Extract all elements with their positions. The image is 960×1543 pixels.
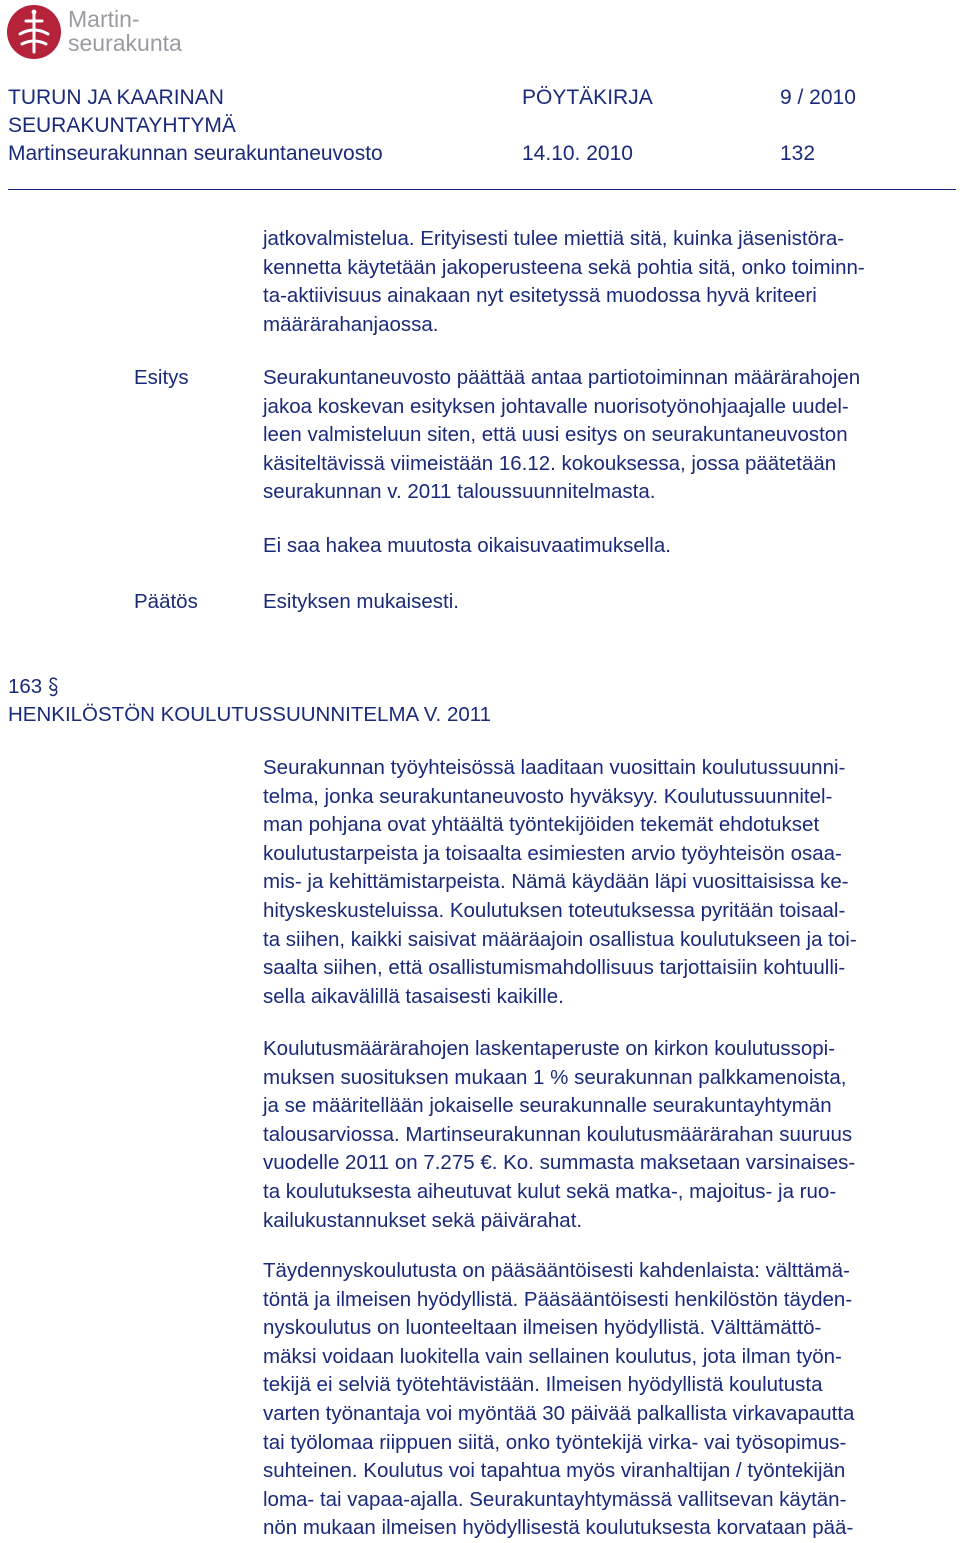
logo-line-2: seurakunta bbox=[68, 30, 182, 56]
text-line: sella aikavälillä tasaisesti kaikille. bbox=[263, 984, 564, 1008]
text-line: suhteinen. Koulutus voi tapahtua myös viranhaltijan / työntekijän bbox=[263, 1459, 846, 1483]
text-line: nön mukaan ilmeisen hyödyllisestä koulutuksesta korvataan pää- bbox=[263, 1516, 854, 1540]
text-line: tai työlomaa riippuen siitä, onko työntekijä virka- vai työsopimus- bbox=[263, 1430, 847, 1454]
text-line: muksen suosituksen mukaan 1 % seurakunnan palkkamenoista, bbox=[263, 1065, 847, 1089]
text-line: Seurakuntaneuvosto päättää antaa partiotoiminnan määrärahojen bbox=[263, 366, 861, 389]
header-divider bbox=[8, 189, 956, 190]
text-line: jatkovalmistelua. Erityisesti tulee miettiä sitä, kuinka jäsenistöra- bbox=[263, 227, 845, 250]
appeal-note: Ei saa hakea muutosta oikaisuvaatimuksella. bbox=[263, 534, 671, 557]
intro-paragraph bbox=[263, 225, 960, 339]
proposal-label: Esitys bbox=[134, 366, 189, 389]
body-paragraph-3 bbox=[263, 1257, 960, 1543]
text-line: ja se määritellään jokaiselle seurakunnalle seurakuntayhtymän bbox=[263, 1094, 832, 1118]
section-title: HENKILÖSTÖN KOULUTUSSUUNNITELMA V. 2011 bbox=[8, 703, 492, 726]
text-line: ta-aktiivisuus ainakaan nyt esitetyssä muodossa hyvä kriteeri bbox=[263, 284, 817, 308]
section-number-row bbox=[8, 673, 59, 702]
text-line: jakoa koskevan esityksen johtavalle nuorisotyönohjaajalle uudel- bbox=[263, 394, 849, 418]
section-number: 163 bbox=[8, 675, 43, 698]
text-line: ta siihen, kaikki saisivat määräajoin osallistua koulutukseen ja toi- bbox=[263, 927, 857, 951]
text-line: Täydennyskoulutusta on pääsääntöisesti kahdenlaista: välttämä- bbox=[263, 1259, 850, 1282]
document-number: 9 / 2010 bbox=[780, 86, 856, 109]
text-line: kennetta käytetään jakoperusteena sekä pohtia sitä, onko toiminn- bbox=[263, 255, 865, 279]
text-line: nyskoulutus on luonteeltaan ilmeisen hyödyllistä. Välttämättö- bbox=[263, 1316, 822, 1340]
text-line: koulutustarpeista ja toisaalta esimiesten arvio työyhteisön osaa- bbox=[263, 841, 842, 865]
decision-label: Päätös bbox=[134, 590, 198, 613]
document-type: PÖYTÄKIRJA bbox=[522, 86, 653, 109]
text-line: telma, jonka seurakuntaneuvosto hyväksyy. Koulutussuunnitel- bbox=[263, 784, 833, 808]
page-number: 132 bbox=[780, 142, 816, 165]
org-line-1: TURUN JA KAARINAN bbox=[8, 86, 224, 109]
text-line: töntä ja ilmeisen hyödyllistä. Pääsääntöisesti henkilöstön täyden- bbox=[263, 1287, 853, 1311]
text-line: vuodelle 2011 on 7.275 €. Ko. summasta maksetaan varsinaises- bbox=[263, 1151, 856, 1175]
body-paragraph-1 bbox=[263, 754, 960, 1011]
text-line: mäksi voidaan luokitella vain sellainen koulutus, jota ilman työn- bbox=[263, 1344, 842, 1368]
church-emblem-icon bbox=[6, 4, 62, 60]
logo-line-1: Martin- bbox=[68, 6, 140, 32]
text-line: saalta siihen, että osallistumismahdollisuus tarjottaisiin kohtuulli- bbox=[263, 956, 846, 980]
text-line: käsiteltävissä viimeistään 16.12. kokouksessa, jossa päätetään bbox=[263, 451, 837, 475]
text-line: kailukustannukset sekä päivärahat. bbox=[263, 1208, 583, 1232]
org-line-3: Martinseurakunnan seurakuntaneuvosto bbox=[8, 142, 383, 165]
text-line: varten työnantaja voi myöntää 30 päivää palkallista virkavapautta bbox=[263, 1401, 855, 1425]
text-line: talousarviossa. Martinseurakunnan koulutusmäärärahan suuruus bbox=[263, 1122, 853, 1146]
text-line: hityskeskusteluissa. Koulutuksen toteutuksessa pyritään toisaal- bbox=[263, 898, 846, 922]
decision-text: Esityksen mukaisesti. bbox=[263, 590, 459, 613]
text-line: seurakunnan v. 2011 taloussuunnitelmasta. bbox=[263, 480, 656, 504]
org-line-2: SEURAKUNTAYHTYMÄ bbox=[8, 114, 236, 137]
text-line: tekijä ei selviä työtehtävistään. Ilmeisen hyödyllistä koulutusta bbox=[263, 1373, 823, 1397]
text-line: määrärahanjaossa. bbox=[263, 312, 439, 336]
meeting-date: 14.10. 2010 bbox=[522, 142, 633, 165]
body-paragraph-2 bbox=[263, 1035, 960, 1235]
text-line: Seurakunnan työyhteisössä laaditaan vuosittain koulutussuunni- bbox=[263, 756, 846, 779]
logo-wordmark bbox=[68, 7, 182, 55]
text-line: ta koulutuksesta aiheutuvat kulut sekä matka-, majoitus- ja ruo- bbox=[263, 1179, 837, 1203]
text-line: loma- tai vapaa-ajalla. Seurakuntayhtymässä vallitsevan käytän- bbox=[263, 1487, 847, 1511]
martinseurakunta-logo bbox=[6, 4, 206, 60]
section-sign-icon bbox=[48, 676, 59, 698]
proposal-paragraph bbox=[263, 364, 960, 507]
text-line: Koulutusmäärärahojen laskentaperuste on kirkon koulutussopi- bbox=[263, 1037, 836, 1060]
text-line: mis- ja kehittämistarpeista. Nämä käydään läpi vuosittaisissa ke- bbox=[263, 870, 849, 894]
text-line: man pohjana ovat yhtäältä työntekijöiden tekemät ehdotukset bbox=[263, 813, 820, 837]
text-line: leen valmisteluun siten, että uusi esitys on seurakuntaneuvoston bbox=[263, 423, 848, 447]
